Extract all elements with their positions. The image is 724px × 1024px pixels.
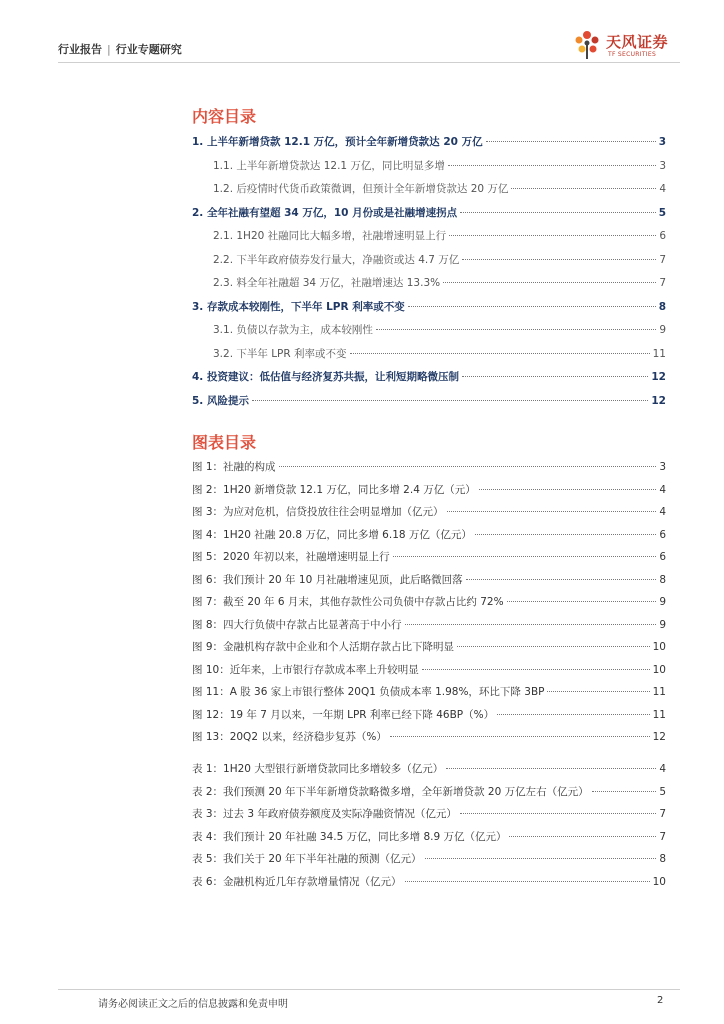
figure-entry[interactable] [192,482,666,505]
table-entry-text: 表 1：1H20 大型银行新增贷款同比多增较多（亿元） [192,763,444,775]
toc-entry-text: 3.2. 下半年 LPR 利率或不变 [213,347,347,360]
table-list [192,761,666,896]
figure-entry-page: 11 [652,686,666,698]
figure-entry-text: 图 12：19 年 7 月以来，一年期 LPR 利率已经下降 46BP（%） [192,708,495,721]
table-entry-text: 表 5：我们关于 20 年下半年社融的预测（亿元） [192,853,422,865]
toc-entry[interactable] [192,134,666,158]
figure-entry-page: 12 [652,731,666,743]
dot-leader [422,669,650,670]
toc-entry[interactable] [192,158,666,182]
dot-leader [592,791,657,792]
figure-entry-page: 8 [659,573,666,586]
toc-entry[interactable] [192,322,666,346]
toc-entry-text: 5. 风险提示 [192,394,249,407]
toc-entry-page: 3 [658,136,666,148]
dot-leader [479,489,657,490]
table-entry-page: 10 [652,875,666,888]
figure-entry-text: 图 6：我们预计 20 年 10 月社融增速见顶，此后略微回落 [192,573,463,586]
toc-entry-text: 2. 全年社融有望超 34 万亿，10 月份或是社融增速拐点 [192,206,458,219]
dot-leader [466,579,657,580]
figure-entry-text: 图 9：金融机构存款中企业和个人活期存款占比下降明显 [192,641,455,653]
figure-entry-text: 图 13：20Q2 以来，经济稳步复苏（%） [192,731,387,743]
footer-disclaimer: 请务必阅读正文之后的信息披露和免责申明 [98,999,288,1010]
toc-entry[interactable] [192,181,666,205]
table-entry-text: 表 6：金融机构近几年存款增量情况（亿元） [192,875,402,888]
dot-leader [462,376,648,377]
table-entry[interactable] [192,851,666,874]
dot-leader [408,306,656,307]
table-entry-page: 7 [659,808,666,820]
toc-entry-page: 12 [651,394,666,407]
figure-entry-page: 6 [659,551,666,563]
figure-entry-page: 4 [659,506,666,518]
dot-leader [497,714,650,715]
figure-entry[interactable] [192,639,666,662]
toc-entry-page: 5 [658,206,666,219]
figure-entry-page: 6 [659,528,666,541]
toc-title: 内容目录 [192,107,257,126]
toc-entry-text: 1.2. 后疫情时代货币政策微调，但预计全年新增贷款达 20 万亿 [213,183,509,195]
header-separator: | [107,43,111,56]
figure-entry-text: 图 1：社融的构成 [192,461,276,473]
dot-leader [425,858,657,859]
dot-leader [376,329,656,330]
dot-leader [460,212,656,213]
figure-entry-text: 图 4：1H20 社融 20.8 万亿，同比多增 6.18 万亿（亿元） [192,528,472,541]
header-divider [58,62,680,63]
table-entry-text: 表 4：我们预计 20 年社融 34.5 万亿，同比多增 8.9 万亿（亿元） [192,830,507,843]
report-header [58,41,182,57]
toc-entry-text: 3. 存款成本较刚性，下半年 LPR 利率或不变 [192,300,405,313]
toc-entry[interactable] [192,228,666,252]
table-entry-text: 表 3：过去 3 年政府债券额度及实际净融资情况（亿元） [192,808,457,820]
table-entry[interactable] [192,761,666,784]
figure-entry[interactable] [192,527,666,550]
toc-entry-page: 11 [652,347,666,360]
table-entry-page: 7 [659,830,666,843]
dot-leader [462,259,656,260]
dot-leader [460,813,656,814]
figure-entry[interactable] [192,504,666,527]
dot-leader [393,556,657,557]
dot-leader [507,601,657,602]
figure-entry-text: 图 7：截至 20 年 6 月末，其他存款性公司负债中存款占比约 72% [192,596,504,608]
toc-entry-page: 7 [659,277,666,289]
toc-entry[interactable] [192,393,666,417]
toc-entry-page: 4 [659,183,666,195]
dot-leader [475,534,656,535]
figure-entry-page: 10 [652,641,666,653]
figure-entry-text: 图 2：1H20 新增贷款 12.1 万亿，同比多增 2.4 万亿（元） [192,483,476,496]
figure-entry-page: 9 [659,618,666,631]
toc-entry-page: 7 [659,253,666,266]
figure-entry-text: 图 3：为应对危机，信贷投放往往会明显增加（亿元） [192,506,444,518]
logo-name: 天风证券 [606,33,669,51]
toc-entry-text: 1.1. 上半年新增贷款达 12.1 万亿，同比明显多增 [213,159,445,172]
figure-entry-text: 图 10：近年来，上市银行存款成本率上升较明显 [192,663,419,676]
figure-entry-page: 3 [659,461,666,473]
figure-entry-page: 4 [659,483,666,496]
company-logo [570,27,680,61]
toc-entry-text: 1. 上半年新增贷款 12.1 万亿，预计全年新增贷款达 20 万亿 [192,136,483,148]
report-type: 行业报告 [58,43,102,56]
flower-logo-icon [570,27,604,61]
figure-entry[interactable] [192,707,666,730]
dot-leader [446,768,656,769]
figure-entry[interactable] [192,729,666,752]
dot-leader [405,881,650,882]
figures-title: 图表目录 [192,433,257,452]
page-number: 2 [657,995,664,1006]
figure-entry[interactable] [192,662,666,685]
toc-entry-text: 4. 投资建议：低估值与经济复苏共振，让利短期略微压制 [192,371,459,383]
table-of-contents [192,134,666,416]
report-subtype: 行业专题研究 [115,43,182,56]
dot-leader [443,282,656,283]
toc-entry-page: 8 [658,300,666,313]
toc-entry-text: 2.3. 料全年社融超 34 万亿，社融增速达 13.3% [213,277,441,289]
figure-entry-text: 图 11：A 股 36 家上市银行整体 20Q1 负债成本率 1.98%，环比下降 3BP [192,686,545,698]
table-entry[interactable] [192,829,666,852]
table-entry[interactable] [192,784,666,807]
toc-entry[interactable] [192,252,666,276]
toc-entry-page: 12 [651,371,666,383]
toc-entry-page: 9 [659,324,666,336]
table-entry-page: 5 [659,785,666,798]
toc-entry-page: 3 [659,159,666,172]
figure-entry-page: 9 [659,596,666,608]
toc-entry-page: 6 [659,230,666,242]
dot-leader [448,165,656,166]
toc-entry[interactable] [192,205,666,229]
toc-entry-text: 2.2. 下半年政府债券发行量大，净融资或达 4.7 万亿 [213,253,460,266]
dot-leader [449,235,656,236]
dot-leader [547,691,649,692]
table-entry-text: 表 2：我们预测 20 年下半年新增贷款略微多增，全年新增贷款 20 万亿左右（亿元） [192,785,589,798]
figure-entry-page: 11 [652,708,666,721]
figure-entry-page: 10 [652,663,666,676]
figure-entry[interactable] [192,549,666,572]
toc-entry-text: 2.1. 1H20 社融同比大幅多增，社融增速明显上行 [213,230,447,242]
figure-entry[interactable] [192,459,666,482]
toc-entry[interactable] [192,299,666,323]
dot-leader [279,466,657,467]
table-entry[interactable] [192,874,666,897]
toc-entry[interactable] [192,369,666,393]
figure-entry[interactable] [192,684,666,707]
figure-entry[interactable] [192,572,666,595]
table-entry-page: 4 [659,763,666,775]
dot-leader [486,141,656,142]
logo-subtitle: TF SECURITIES [608,51,657,58]
figure-entry-text: 图 8：四大行负债中存款占比显著高于中小行 [192,618,402,631]
footer-divider [58,989,680,990]
toc-entry[interactable] [192,346,666,370]
dot-leader [509,836,656,837]
figure-entry[interactable] [192,617,666,640]
dot-leader [511,188,656,189]
figure-entry[interactable] [192,594,666,617]
dot-leader [447,511,657,512]
dot-leader [405,624,657,625]
toc-entry[interactable] [192,275,666,299]
toc-entry-text: 3.1. 负债以存款为主，成本较刚性 [213,324,373,336]
table-entry[interactable] [192,806,666,829]
dot-leader [390,736,650,737]
dot-leader [350,353,650,354]
dot-leader [457,646,650,647]
figure-list [192,459,666,752]
table-entry-page: 8 [659,853,666,865]
figure-entry-text: 图 5：2020 年初以来，社融增速明显上行 [192,551,390,563]
dot-leader [252,400,648,401]
